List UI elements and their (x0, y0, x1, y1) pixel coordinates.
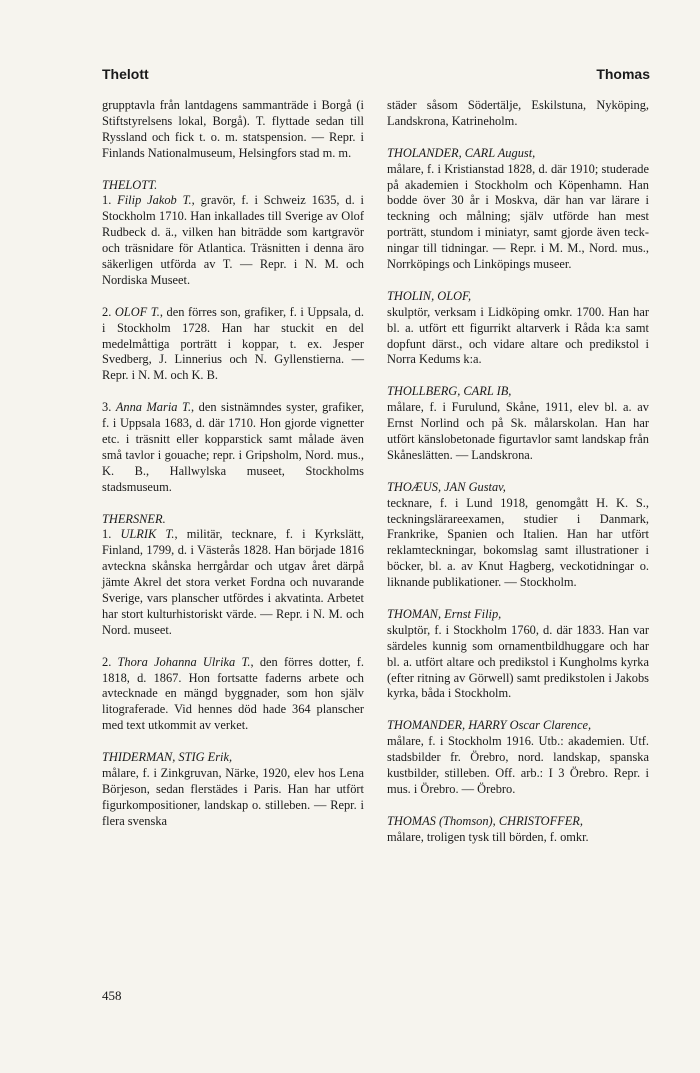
entry-name: Anna Maria T. (115, 400, 192, 415)
entry-heading: THOLIN, OLOF, (387, 288, 472, 303)
entry-text: skulptör, f. i Stockholm 1760, d. där 1833. Han var särdeles kunnig som ornamentbildhuggare och har bl. a. utfört altare och predikstol i Kungholms kyrka (efter ritning av Görwell) samt predikstolen i Jakobs kyrka, båda i Stockholm. (387, 622, 649, 701)
entry-thomas (387, 814, 649, 846)
left-column (102, 98, 364, 830)
entry-text: målare, f. i Kristianstad 1828, d. där 1910; studerade på akademien i Stockholm och Köpenhamn. Han bodde över 30 år i Moskva, där han var lärare i teckning och målning; själv utförde han mest porträtt, stundom i miniatyr, samt gjorde även teckningar till tidningar. — Repr. i M. M., Nord. mus., Norrköpings och Linköpings museer. (387, 161, 649, 272)
entry-thollberg (387, 384, 649, 464)
continued-entry: grupptavla från lantdagens sammanträde i Borgå (i Stiftstyrelsens lokal, Borgå). T. flyttade sedan till Ryssland och fick t. o. m. statspension. — Repr. i Finlands Nationalmuseum, Helsingfors stad m. m. (102, 98, 364, 160)
right-column (387, 98, 649, 845)
running-header-left: Thelott (102, 66, 149, 82)
entry-thomander (387, 718, 649, 798)
entry-thoman (387, 607, 649, 702)
entry-text: , den sistnämndes syster, grafiker, f. i Uppsala 1683, d. där 1710. Hon gjorde vignetter etc. i träsnitt eller kopparstick samt målade även små tavlor i gouache; repr. i Gripsholm, Nord. mus., K. B., Hallwylska museet, Stockholms stadsmuseum. (102, 400, 364, 494)
entry-number: 1. (102, 527, 112, 542)
entry-number: 1. (102, 193, 112, 208)
entry-heading-thelott: THELOTT. (102, 177, 158, 192)
entry-text: skulptör, verksam i Lidköping omkr. 1700. Han har bl. a. utfört ett figurrikt altarverk i Råda k:a samt dopfunt därst., och vidare altare och predikstol i Norra Kedums k:a. (387, 304, 649, 367)
entry-text: tecknare, f. i Lund 1918, genomgått H. K. S., teckningslärareexamen, studier i Danmark, Frankrike, Spanien och Italien. Han har utfört reklamteckningar, bokomslag samt illustrationer i böcker, bl. a. av Knut Hagberg, veckotidningar o. liknande publikationer. — Stockholm. (387, 495, 649, 590)
entry-text: , militär, tecknare, f. i Kyrkslätt, Finland, 1799, d. i Västerås 1828. Han började 1816 avteckna skånska herrgårdar och utgav året därpå jämte Akrel det stora verket Fordna och nuvarande Sverige, vars planscher utfördes i akvatinta. Arbetet har stort kulturhistoriskt värde. — Repr. i N. M. och Nord. museet. (102, 527, 365, 637)
entry-thelott-1 (102, 193, 364, 288)
entry-text: , den förres dotter, f. 1818, d. 1867. Hon fortsatte faderns arbete och avtecknade en mängd byggnader, som hon själv litograferade. Vid hennes död hade 364 planscher med text utkommit av verket. (102, 654, 364, 733)
entry-name: ULRIK T. (120, 527, 175, 542)
entry-heading: THOMANDER, HARRY Oscar Clarence, (387, 718, 592, 733)
entry-text: , den förres son, grafiker, f. i Uppsala, d. i Stockholm 1728. Han har stuckit en del medelmåttiga porträtt i koppar, t. ex. Jesper Svedberg, J. Linnerius och N. Gyllenstierna. — Repr. i N. M. och K. B. (102, 304, 364, 383)
entry-text: målare, f. i Furulund, Skåne, 1911, elev bl. a. av Ernst Norlind och på Sk. målarskolan. Han har utfört känslobetonade figurtavlor samt landskap från Skåneslätten. — Landskrona. (387, 400, 649, 462)
entry-name: Thora Johanna Ulrika T. (117, 654, 251, 669)
entry-name: OLOF T. (114, 304, 160, 319)
entry-tholander (387, 146, 649, 273)
entry-thelott-3 (102, 400, 364, 495)
entry-thersner-1 (102, 527, 364, 638)
entry-number: 2. (102, 654, 112, 669)
entry-tholin (387, 289, 649, 369)
entry-heading: THOMAS (Thomson), CHRISTOFFER, (387, 813, 583, 828)
entry-text: målare, troligen tysk till börden, f. omkr. (387, 829, 589, 844)
entry-thiderman: målare, f. i Zinkgruvan, Närke, 1920, elev hos Lena Börjeson, sedan flerstädes i Paris. Han har utfört figurkompositioner, landskap o. stilleben. — Repr. i flera svenska (102, 765, 364, 828)
entry-number: 3. (102, 400, 112, 415)
entry-thoaeus (387, 480, 649, 591)
page-number: 458 (102, 988, 122, 1003)
entry-thersner-2 (102, 655, 364, 735)
entry-text: målare, f. i Stockholm 1916. Utb.: akademien. Utf. stadsbilder fr. Örebro, nord. landskap, spanska kustbilder, stilleben. Off. arb.: I 3 Örebro. Repr. i mus. i Örebro. — Örebro. (387, 734, 649, 796)
entry-heading-thersner: THERSNER. (102, 511, 166, 526)
running-header-right: Thomas (596, 66, 650, 82)
entry-thelott-2 (102, 305, 364, 385)
entry-heading-thiderman: THIDERMAN, STIG Erik, (102, 750, 233, 765)
entry-number: 2. (102, 304, 112, 319)
entry-heading: THOLANDER, CARL August, (387, 145, 536, 160)
continued-entry: städer såsom Södertälje, Eskilstuna, Nyköping, Landskrona, Katrineholm. (387, 98, 649, 128)
entry-heading: THOÆUS, JAN Gustav, (387, 479, 506, 494)
entry-heading: THOMAN, Ernst Filip, (387, 606, 502, 621)
entry-name: Filip Jakob T. (117, 193, 192, 208)
entry-text: , gravör, f. i Schweiz 1635, d. i Stockholm 1710. Han inkallades till Sverige av Olof Rudbeck d. ä., vilken han biträdde som kartgravör och träsnidare för Atlantica. Träsnitten i denna äro säkerligen utförda av T. — Repr. i N. M. och Nordiska Museet. (102, 193, 364, 287)
entry-heading: THOLLBERG, CARL IB, (387, 384, 512, 399)
